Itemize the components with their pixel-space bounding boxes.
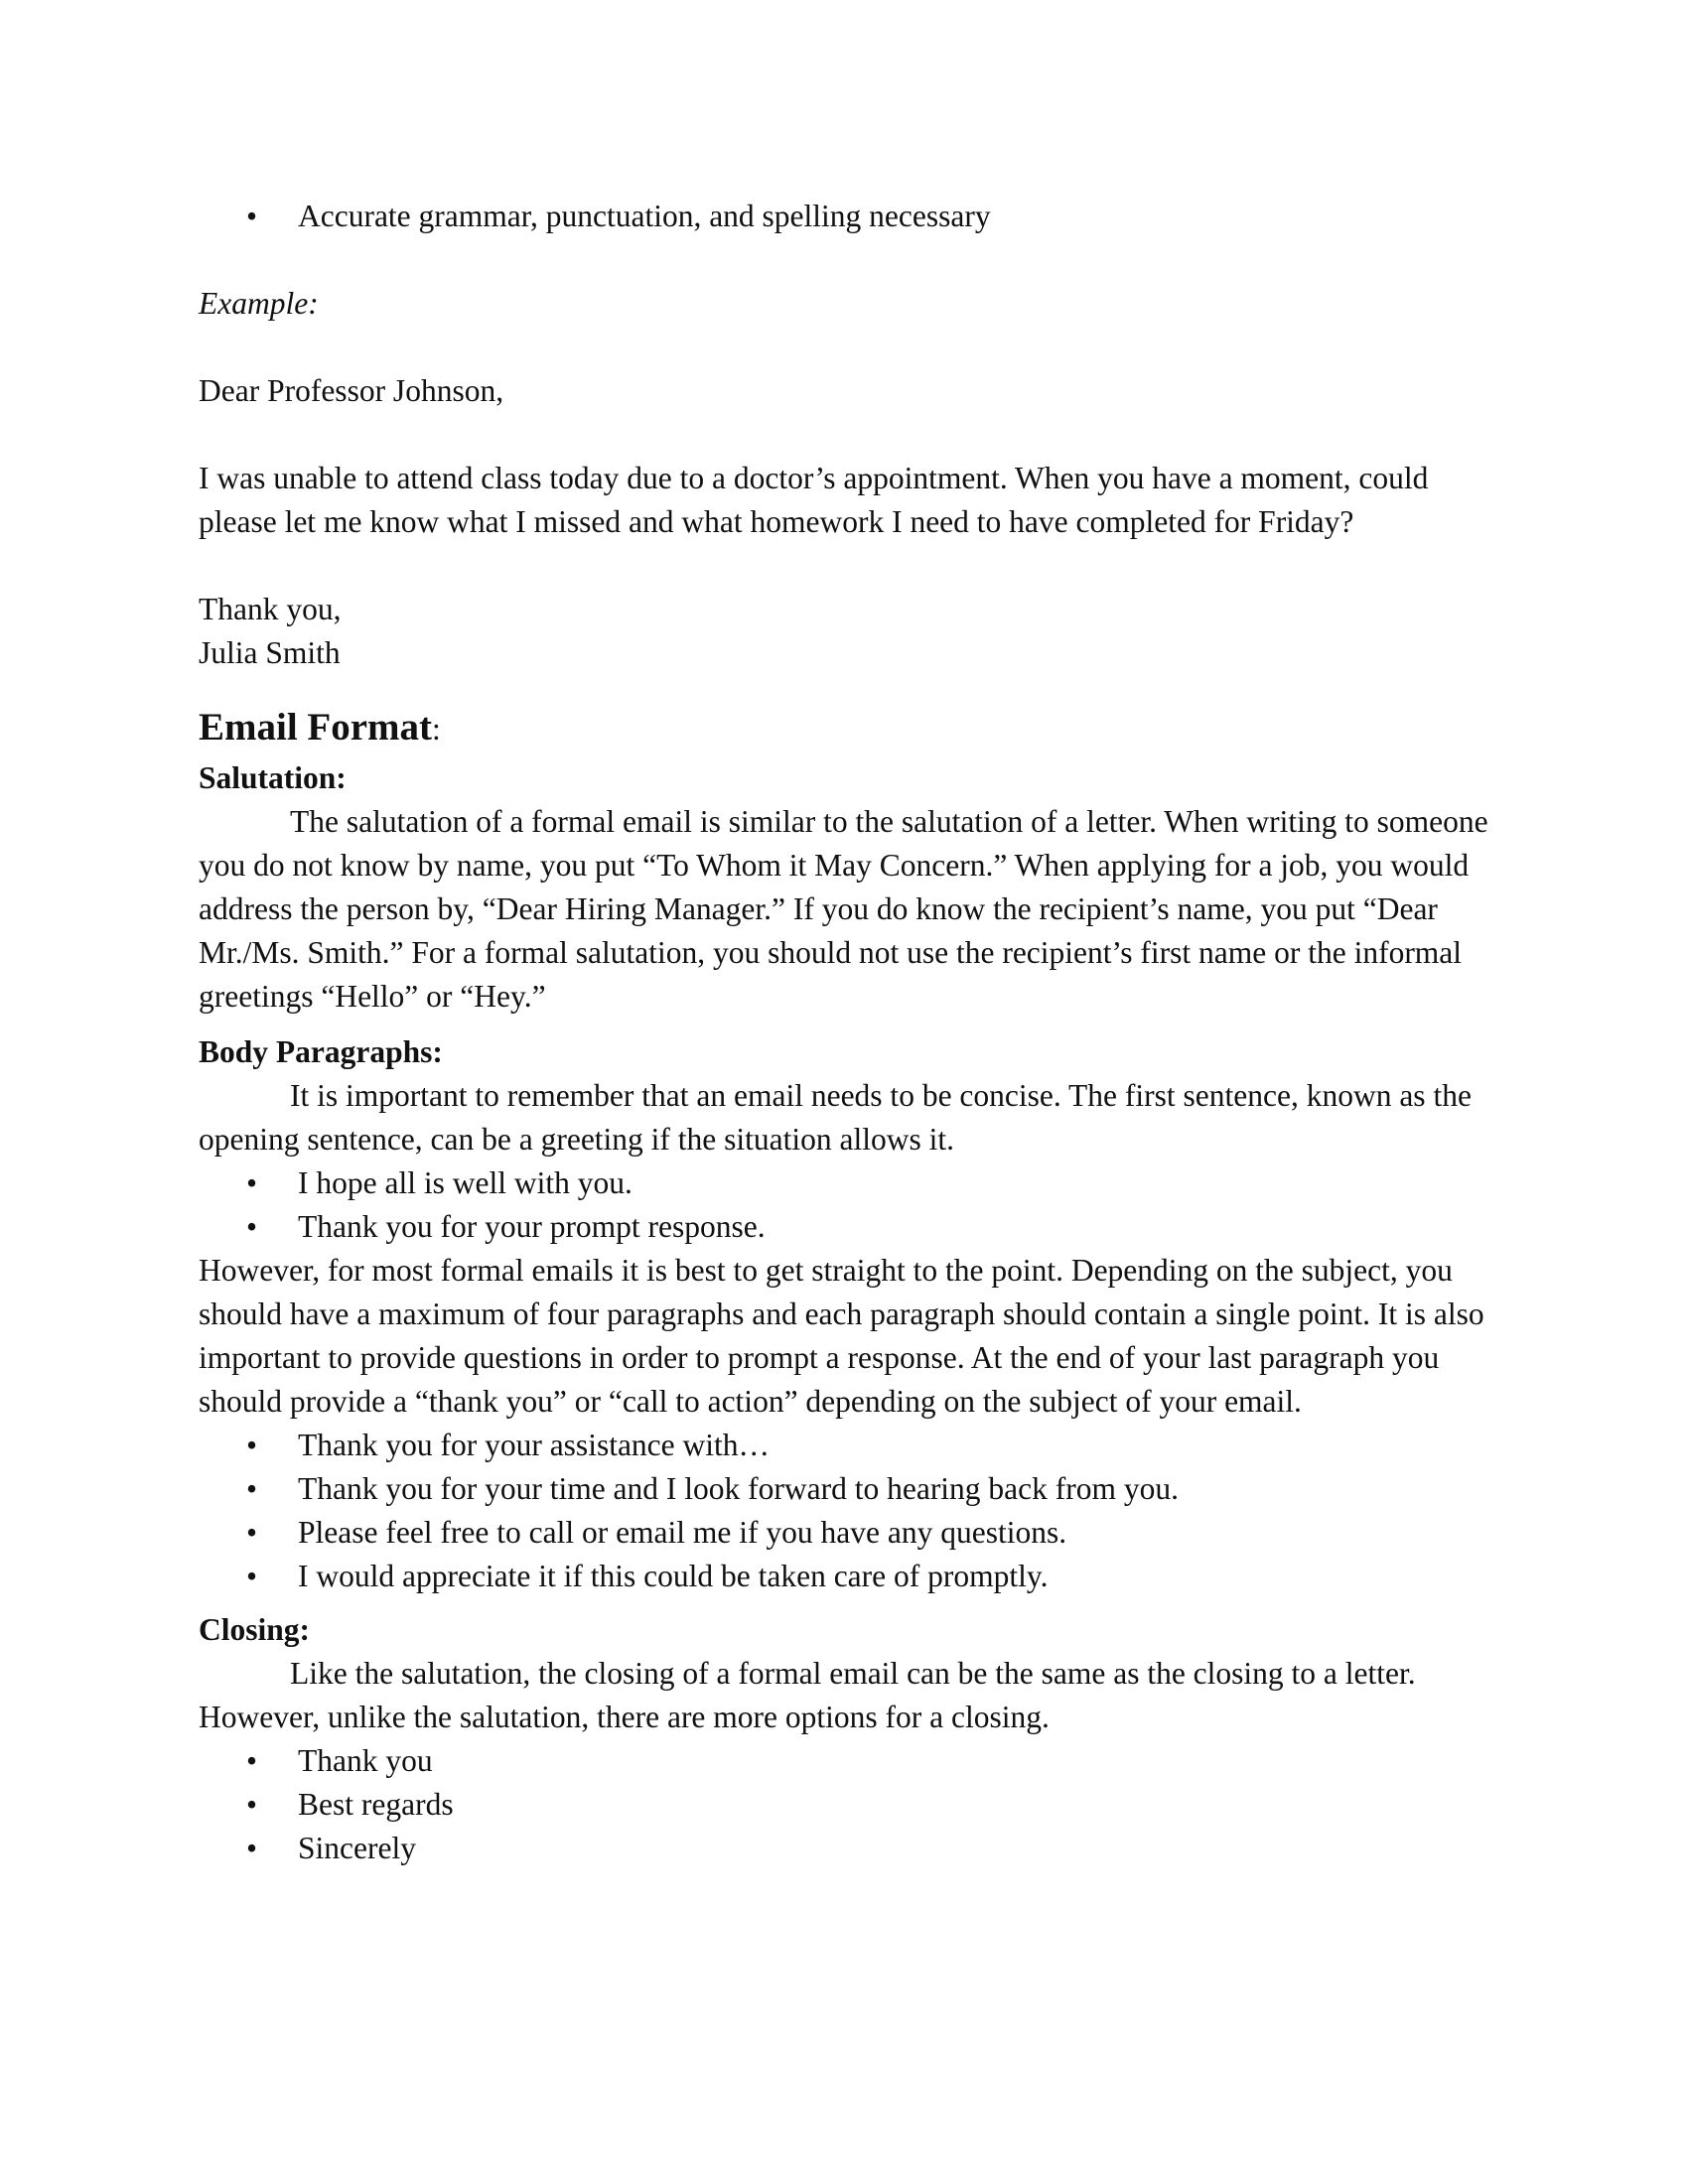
salutation-paragraph: The salutation of a formal email is similar to the salutation of a letter. When writing to someone you do not know by name, you put “To Whom it May Concern.” When applying for a job, you would address the person by, “Dear Hiring Manager.” If you do know the recipient’s name, you put “Dear Mr./Ms. Smith.” For a formal salutation, you should not use the recipient’s first name or the informal greetings “Hello” or “Hey.” <box>199 804 1488 1014</box>
list-item: • Thank you <box>199 1739 1489 1783</box>
bullet-icon: • <box>246 1559 258 1593</box>
body-intro-paragraph: It is important to remember that an email needs to be concise. The first sentence, known as the opening sentence, can be a greeting if the situation allows it. <box>199 1078 1472 1157</box>
example-greeting: Dear Professor Johnson, <box>199 373 504 408</box>
closing-options-list <box>199 1739 1489 1870</box>
closing-examples-list <box>199 1424 1489 1598</box>
document-page <box>199 195 1489 1870</box>
list-item: • I hope all is well with you. <box>199 1161 1489 1205</box>
example-closing: Thank you, <box>199 592 342 626</box>
closing-heading: Closing: <box>199 1612 311 1647</box>
bullet-icon: • <box>246 1428 258 1462</box>
bullet-icon: • <box>246 1165 258 1200</box>
closing-paragraph: Like the salutation, the closing of a formal email can be the same as the closing to a letter. However, unlike the salutation, there are more options for a closing. <box>199 1656 1416 1734</box>
list-item: • Please feel free to call or email me if you have any questions. <box>199 1511 1489 1555</box>
list-item: • Thank you for your assistance with… <box>199 1424 1489 1467</box>
bullet-icon: • <box>246 1471 258 1506</box>
bullet-icon: • <box>246 1743 258 1778</box>
bullet-icon: • <box>246 199 258 233</box>
example-body: I was unable to attend class today due to a doctor’s appointment. When you have a moment, could please let me know what I missed and what homework I need to have completed for Friday? <box>199 461 1429 539</box>
example-signature: Julia Smith <box>199 635 341 670</box>
example-label: Example: <box>199 286 319 321</box>
bullet-icon: • <box>246 1787 258 1822</box>
bullet-icon: • <box>246 1209 258 1244</box>
list-item: • Thank you for your prompt response. <box>199 1205 1489 1249</box>
section-heading: Email Format: <box>199 706 441 749</box>
list-item: • Best regards <box>199 1783 1489 1827</box>
body-paragraphs-heading: Body Paragraphs: <box>199 1034 443 1069</box>
requirements-list <box>199 195 1489 238</box>
list-item: • I would appreciate it if this could be taken care of promptly. <box>199 1555 1489 1598</box>
list-item: • Sincerely <box>199 1827 1489 1870</box>
body-main-paragraph: However, for most formal emails it is best to get straight to the point. Depending on the subject, you should have a maximum of four paragraphs and each paragraph should contain a single point. It is also important to provide questions in order to prompt a response. At the end of your last paragraph you should provide a “thank you” or “call to action” depending on the subject of your email. <box>199 1253 1484 1419</box>
list-item: • Accurate grammar, punctuation, and spelling necessary <box>199 195 1489 238</box>
list-item: • Thank you for your time and I look forward to hearing back from you. <box>199 1467 1489 1511</box>
bullet-icon: • <box>246 1831 258 1865</box>
salutation-heading: Salutation: <box>199 760 347 795</box>
bullet-icon: • <box>246 1515 258 1550</box>
opening-examples-list <box>199 1161 1489 1249</box>
